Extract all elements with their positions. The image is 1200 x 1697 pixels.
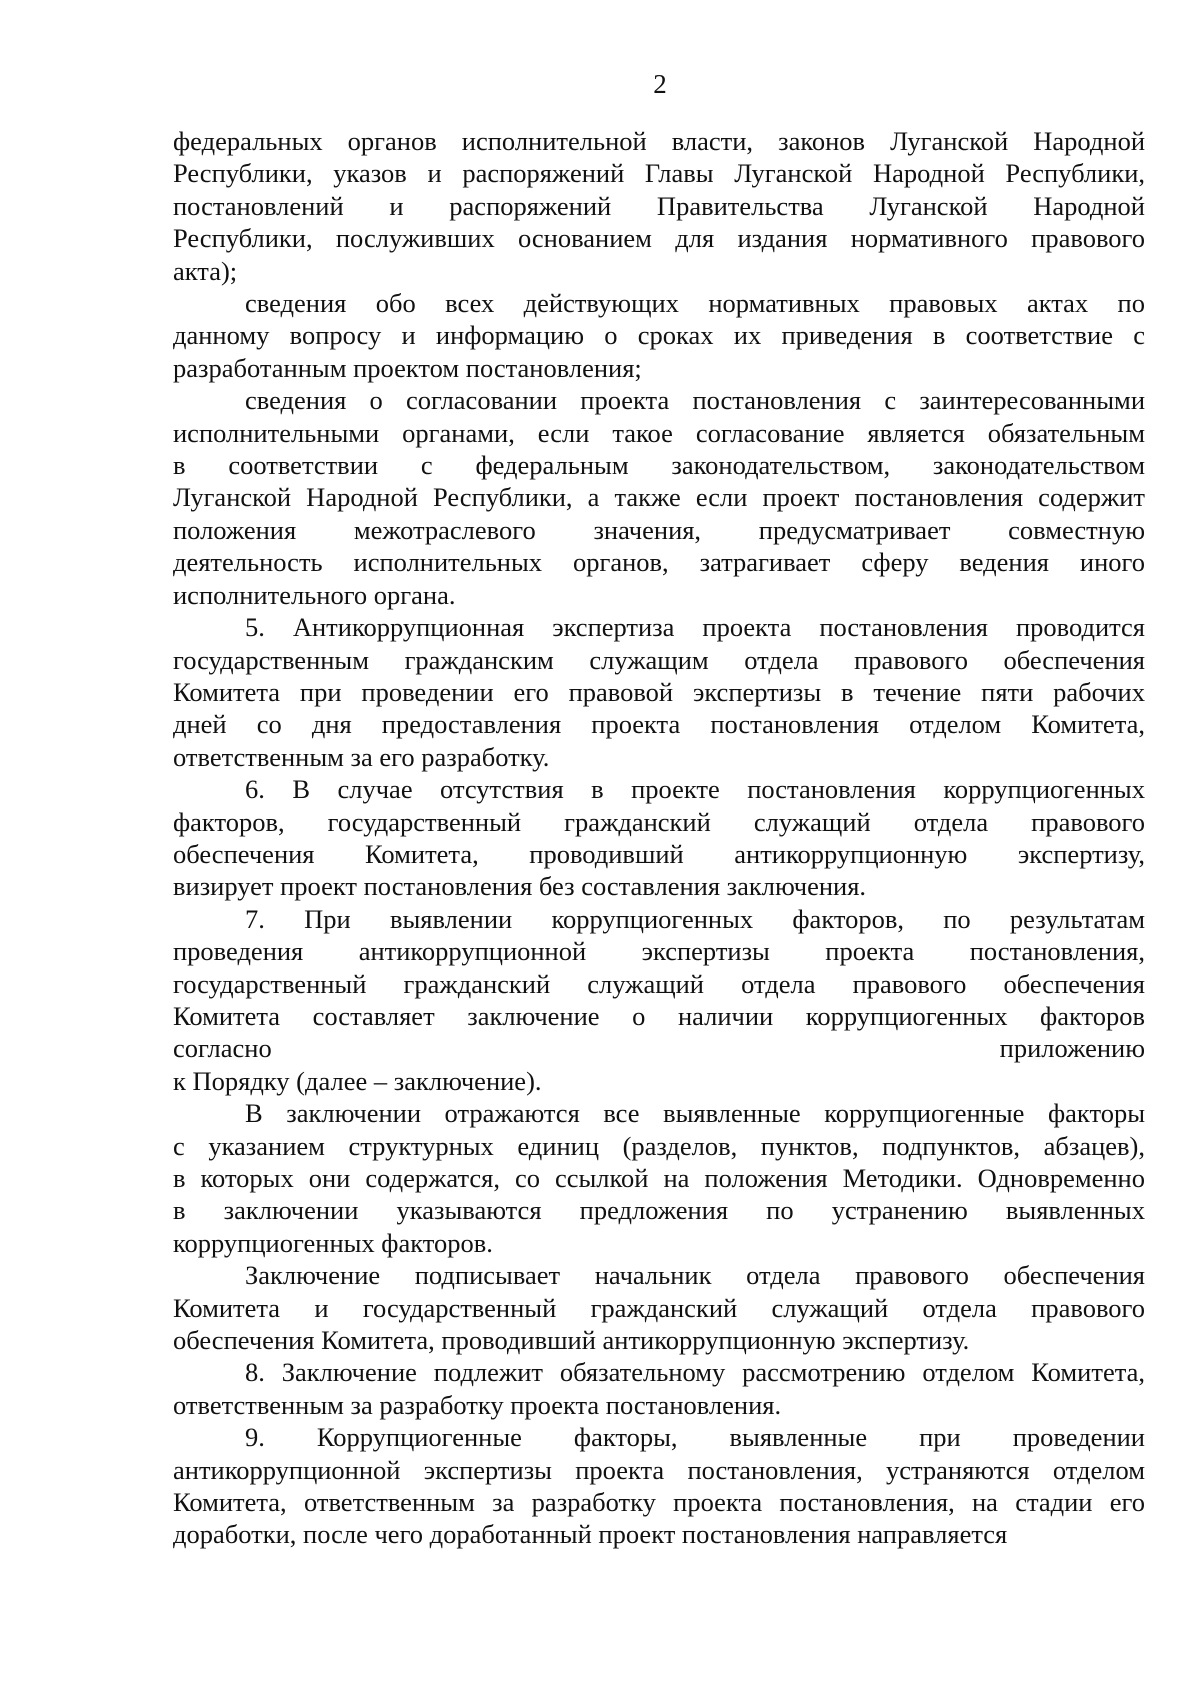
text-line: Республики, послуживших основанием для издания нормативного правового: [173, 223, 1145, 254]
text-line: 9. Коррупциогенные факторы, выявленные при проведении: [245, 1422, 1145, 1453]
text-line: разработанным проектом постановления;: [173, 352, 642, 383]
text-line: положения межотраслевого значения, предусматривает совместную: [173, 514, 1145, 545]
text-line: Комитета составляет заключение о наличии коррупциогенных факторов: [173, 1000, 1145, 1031]
paragraph: [173, 384, 1145, 611]
text-line: с указанием структурных единиц (разделов, пунктов, подпунктов, абзацев),: [173, 1130, 1145, 1161]
paragraph: [173, 903, 1145, 1097]
text-line: Комитета и государственный гражданский служащий отдела правового: [173, 1292, 1145, 1323]
paragraph: [173, 1356, 1145, 1421]
text-line: сведения о согласовании проекта постановления с заинтересованными: [245, 385, 1145, 416]
text-line: к Порядку (далее – заключение).: [173, 1065, 542, 1096]
text-line: государственный гражданский служащий отдела правового обеспечения: [173, 968, 1145, 999]
text-line: согласно приложению: [173, 1033, 1145, 1064]
text-line: доработки, после чего доработанный проект постановления направляется: [173, 1519, 1008, 1550]
text-line: обеспечения Комитета, проводивший антикоррупционную экспертизу.: [173, 1325, 970, 1356]
text-line: дней со дня предоставления проекта постановления отделом Комитета,: [173, 709, 1145, 740]
text-line: данному вопросу и информацию о сроках их приведения в соответствие с: [173, 320, 1145, 351]
document-body: [173, 125, 1145, 1551]
text-line: 8. Заключение подлежит обязательному рассмотрению отделом Комитета,: [245, 1357, 1145, 1388]
text-line: деятельность исполнительных органов, затрагивает сферу ведения иного: [173, 547, 1145, 578]
text-line: антикоррупционной экспертизы проекта постановления, устраняются отделом: [173, 1454, 1145, 1485]
text-line: 7. При выявлении коррупциогенных факторов, по результатам: [245, 903, 1145, 934]
text-line: в которых они содержатся, со ссылкой на положения Методики. Одновременно: [173, 1163, 1145, 1193]
text-line: ответственным за разработку проекта постановления.: [173, 1389, 782, 1420]
text-line: в заключении указываются предложения по устранению выявленных: [173, 1195, 1145, 1226]
paragraph: [173, 1259, 1145, 1356]
paragraph: [173, 611, 1145, 773]
text-line: визирует проект постановления без составления заключения.: [173, 871, 867, 902]
text-line: В заключении отражаются все выявленные коррупциогенные факторы: [245, 1098, 1145, 1129]
text-line: исполнительного органа.: [173, 579, 456, 610]
text-line: 5. Антикоррупционная экспертиза проекта постановления проводится: [245, 612, 1145, 643]
text-line: ответственным за его разработку.: [173, 741, 550, 772]
text-line: коррупциогенных факторов.: [173, 1227, 493, 1258]
text-line: в соответствии с федеральным законодательством, законодательством: [173, 450, 1145, 481]
text-line: проведения антикоррупционной экспертизы проекта постановления,: [173, 936, 1145, 967]
text-line: государственным гражданским служащим отдела правового обеспечения: [173, 644, 1145, 675]
page-number: 2: [653, 69, 667, 99]
text-line: 6. В случае отсутствия в проекте постановления коррупциогенных: [245, 774, 1145, 805]
text-line: обеспечения Комитета, проводивший антикоррупционную экспертизу,: [173, 838, 1145, 869]
text-line: исполнительными органами, если такое согласование является обязательным: [173, 417, 1145, 448]
paragraph: [173, 773, 1145, 903]
text-line: факторов, государственный гражданский служащий отдела правового: [173, 806, 1145, 837]
text-line: Комитета при проведении его правовой экспертизы в течение пяти рабочих: [173, 676, 1145, 707]
text-line: акта);: [173, 255, 238, 286]
text-line: Луганской Народной Республики, а также если проект постановления содержит: [173, 482, 1145, 513]
paragraph: [173, 287, 1145, 384]
paragraph: [173, 125, 1145, 287]
text-line: Заключение подписывает начальник отдела правового обеспечения: [245, 1260, 1145, 1291]
text-line: постановлений и распоряжений Правительства Луганской Народной: [173, 190, 1145, 221]
paragraph: [173, 1421, 1145, 1551]
text-line: Республики, указов и распоряжений Главы Луганской Народной Республики,: [173, 158, 1145, 189]
text-line: федеральных органов исполнительной власти, законов Луганской Народной: [173, 126, 1145, 156]
text-line: сведения обо всех действующих нормативных правовых актах по: [245, 288, 1145, 319]
text-line: Комитета, ответственным за разработку проекта постановления, на стадии его: [173, 1487, 1145, 1518]
paragraph: [173, 1097, 1145, 1259]
